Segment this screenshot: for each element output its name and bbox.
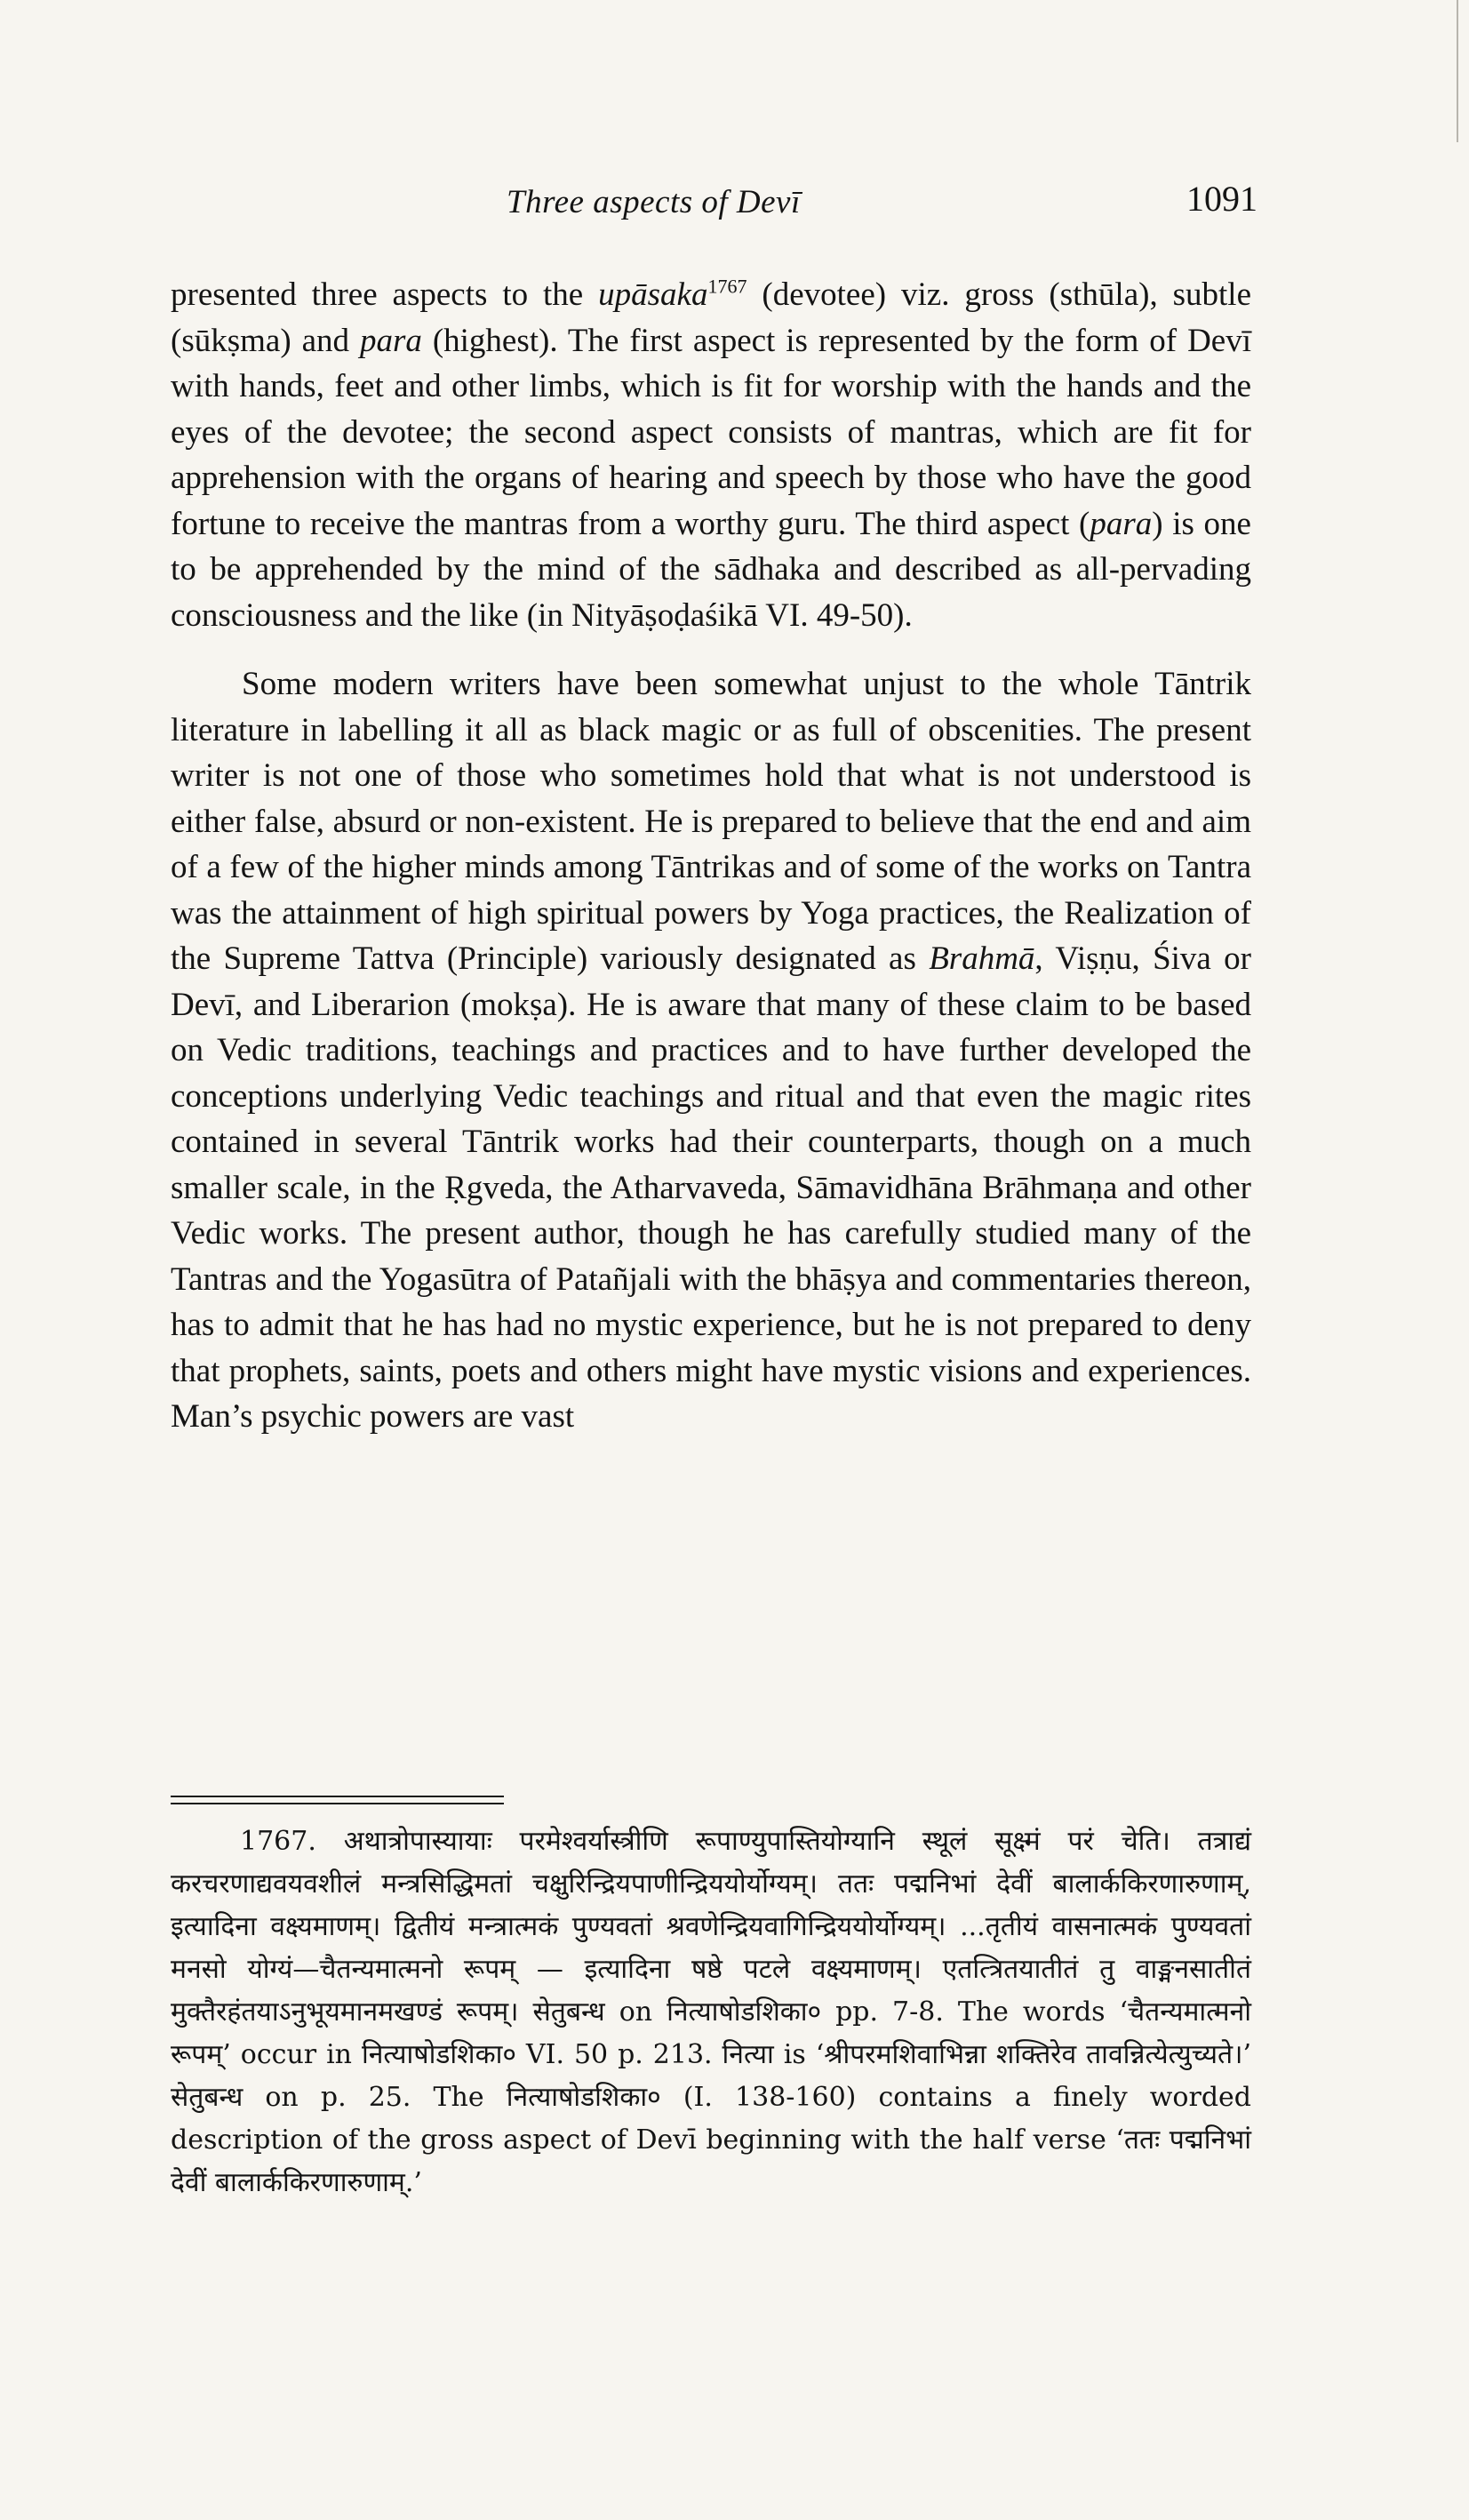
paragraph-segment: presented three aspects to the — [171, 276, 599, 313]
footnote-text: अथात्रोपास्यायाः परमेश्वर्यास्त्रीणि रूपाण्युपास्तियोग्यानि स्थूलं सूक्ष्मं परं चेति। तत्राद्यं करचरणाद्यवयवशीलं मन्त्रसिद्धिमतां चक्षुरिन्द्रियपाणीन्द्रिययोर्योग्यम्। ततः पद्मनिभां देवीं बालार्ककिरणारुणाम्, इत्यादिना वक्ष्यमाणम्। द्वितीयं मन्त्रात्मकं पुण्यवतां श्रवणेन्द्रियवागिन्द्रिययोर्योग्यम्। ...तृतीयं वासनात्मकं पुण्यवतां मनसो योग्यं—चैतन्यमात्मनो रूपम् — इत्यादिना षष्ठे पटले वक्ष्यमाणम्। एतत्त्रितयातीतं तु वाङ्मनसातीतं मुक्तैरहंतयाऽनुभूयमानमखण्डं रूपम्। सेतुबन्ध on नित्याषोडशिका० pp. 7-8. The words ‘चैतन्यमात्मनो रूपम्’ occur in नित्याषोडशिका० VI. 50 p. 213. नित्या is ‘श्रीपरमशिवाभिन्ना शक्तिरेव तावन्नित्येत्युच्यते।’ सेतुबन्ध on p. 25. The नित्याषोडशिका० (I. 138-160) contains a finely worded description of the gross aspect of Devī beginning with the half verse ‘ततः पद्मनिभां देवीं बालार्ककिरणारुणाम्.’ — [171, 1826, 1251, 2198]
paragraph-segment: Brahmā — [929, 940, 1035, 977]
paragraph-segment: para — [1090, 505, 1153, 542]
running-title: Three aspects of Devī — [507, 184, 801, 220]
page-header — [0, 178, 1469, 231]
footnote-rule-bottom — [171, 1803, 504, 1804]
footnote-1767 — [171, 1820, 1251, 2204]
footnote-reference[interactable]: 1767 — [707, 275, 747, 298]
paragraph-segment: para — [359, 322, 422, 359]
paragraph-segment: ) is one to be apprehended by the mind of the sādhaka and described as all-pervading consciousness and the like (in Nityāṣoḍaśikā VI. 49-50). — [171, 505, 1251, 634]
paragraph-segment: (devotee) viz. gross (sthūla), subtle (sūkṣma) and — [171, 276, 1252, 359]
paragraph-2 — [171, 661, 1251, 1440]
footnote-rule-top — [171, 1796, 504, 1797]
footnote-number: 1767. — [240, 1826, 316, 1857]
paragraph-segment: (highest). The first aspect is represented by the form of Devī with hands, feet and other limbs, which is fit for worship with the hands and the eyes of the devotee; the second aspect consists of mantras, which are fit for apprehension with the organs of hearing and speech by those who have the good fortune to receive the mantras from a worthy guru. The third aspect ( — [171, 322, 1251, 542]
page-number: 1091 — [1186, 179, 1257, 219]
paragraph-segment: , Viṣṇu, Śiva or Devī, and Liberarion (mokṣa). He is aware that many of these claim to be based on Vedic traditions, teachings and practices and to have further developed the conceptions underlying Vedic teachings and ritual and that even the magic rites contained in several Tāntrik works had their counterparts, though on a much smaller scale, in the Ṛgveda, the Atharvaveda, Sāmavidhāna Brāhmaṇa and other Vedic works. The present author, though he has carefully studied many of the Tantras and the Yogasūtra of Patañjali with the bhāṣya and commentaries thereon, has to admit that he has had no mystic experience, but he is not prepared to deny that prophets, saints, poets and others might have mystic visions and experiences. Man’s psychic powers are vast — [171, 940, 1251, 1435]
paragraph-segment: upāsaka — [598, 276, 708, 313]
scan-edge-line — [1457, 0, 1458, 142]
paragraph-1 — [171, 272, 1251, 638]
paragraph-segment: Some modern writers have been somewhat unjust to the whole Tāntrik literature in labelling it all as black magic or as full of obscenities. The present writer is not one of those who sometimes hold that what is not understood is either false, absurd or non-existent. He is prepared to believe that the end and aim of a few of the higher minds among Tāntrikas and of some of the works on Tantra was the attainment of high spiritual powers by Yoga practices, the Realization of the Supreme Tattva (Principle) variously designated as — [171, 666, 1251, 977]
main-text — [171, 272, 1251, 1440]
